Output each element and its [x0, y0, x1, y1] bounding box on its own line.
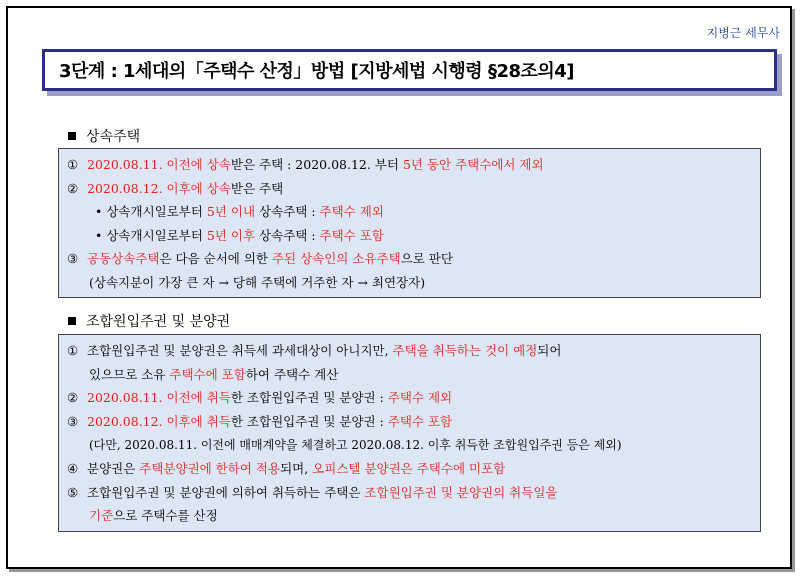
- item-text: 조합원입주권 및 분양권에 의하여 취득하는 주택은: [87, 484, 365, 500]
- list-item: [67, 247, 752, 271]
- inherited-house-box: [58, 148, 761, 298]
- item-number: ③: [67, 251, 79, 267]
- item-text: 은 다음 순서에 의한: [159, 251, 272, 267]
- list-item: [67, 433, 752, 457]
- item-text: 하여 주택수 계산: [245, 366, 339, 382]
- item-highlight: 2020.08.11. 이전에 상속: [87, 157, 231, 172]
- item-text: 한 조합원입주권 및 분양권 :: [230, 390, 388, 406]
- item-text: 으로 주택수를 산정: [113, 508, 218, 524]
- item-highlight: 5년 이후: [206, 227, 256, 243]
- square-bullet-icon: [68, 132, 76, 140]
- list-item: [67, 504, 752, 528]
- item-highlight: 오피스텔 분양권은 주택수에 미포함: [312, 460, 506, 476]
- item-highlight: 주택을 취득하는 것이 예정: [392, 343, 538, 358]
- item-highlight: 2020.08.12. 이후에 취득: [87, 413, 231, 429]
- list-item: [67, 410, 752, 434]
- item-number: ②: [67, 180, 79, 196]
- title-box: [42, 49, 777, 91]
- section-heading-text: 상속주택: [86, 129, 141, 145]
- list-item: [67, 153, 752, 177]
- list-item: [67, 386, 752, 410]
- item-highlight: 기준: [89, 508, 114, 524]
- item-highlight: 주택수 포함: [319, 227, 384, 243]
- membership-rights-box: [58, 334, 761, 532]
- item-highlight: 주택수 제외: [387, 390, 453, 406]
- item-text: 되며,: [280, 460, 313, 476]
- item-highlight: 5년 이내: [206, 204, 256, 220]
- item-highlight: 5년 동안 주택수에서 제외: [402, 157, 544, 172]
- item-text: 있으므로 소유: [89, 366, 170, 382]
- item-highlight: 주택분양권에 한하여 적용: [139, 460, 281, 476]
- item-text: 조합원입주권 및 분양권은 취득세 과세대상이 아니지만,: [87, 343, 393, 358]
- list-item: [67, 224, 752, 248]
- item-highlight: 공동상속주택: [87, 251, 160, 267]
- section-heading-membership-rights: [68, 311, 230, 331]
- item-text: 상속주택 :: [255, 227, 320, 243]
- item-number: ③: [67, 413, 79, 429]
- section-heading-inherited-house: [68, 126, 140, 146]
- list-item: [67, 481, 752, 505]
- item-number: ①: [67, 157, 79, 172]
- item-number: ④: [67, 460, 79, 476]
- item-highlight: 주택수 제외: [319, 204, 384, 220]
- page-title: 3단계 : 1세대의「주택수 산정」방법 [지방세법 시행령 §28조의4]: [59, 61, 575, 82]
- item-text: (상속지분이 가장 큰 자 → 당해 주택에 거주한 자 → 최연장자): [89, 274, 426, 290]
- item-highlight: 조합원입주권 및 분양권의 취득일을: [364, 484, 558, 500]
- author-label: 지병근 세무사: [706, 26, 780, 40]
- item-text: • 상속개시일로부터: [95, 204, 207, 220]
- list-item: [67, 457, 752, 481]
- item-text: 으로 판단: [400, 251, 453, 267]
- section-heading-text: 조합원입주권 및 분양권: [86, 314, 231, 330]
- square-bullet-icon: [68, 317, 76, 325]
- item-text: 받은 주택: [230, 180, 284, 196]
- item-text: 상속주택 :: [255, 204, 320, 220]
- list-item: [67, 177, 752, 201]
- list-item: [67, 363, 752, 387]
- item-text: • 상속개시일로부터: [95, 227, 207, 243]
- item-highlight: 주된 상속인의 소유주택: [271, 251, 401, 267]
- item-highlight: 주택수에 포함: [169, 366, 246, 382]
- item-text: (다만, 2020.08.11. 이전에 매매계약을 체결하고 2020.08.12. 이후 취득한 조합원입주권 등은 제외): [89, 438, 622, 453]
- list-item: [67, 200, 752, 224]
- item-text: 분양권은: [87, 460, 140, 476]
- list-item: [67, 339, 752, 363]
- item-number: ②: [67, 390, 79, 406]
- item-text: 한 조합원입주권 및 분양권 :: [230, 413, 388, 429]
- list-item: [67, 271, 752, 295]
- item-highlight: 주택수 포함: [387, 413, 453, 429]
- item-highlight: 2020.08.11. 이전에 취득: [87, 390, 231, 406]
- slide-frame: [6, 6, 792, 569]
- item-text: 받은 주택 : 2020.08.12. 부터: [230, 157, 403, 172]
- item-number: ①: [67, 343, 79, 358]
- item-number: ⑤: [67, 484, 79, 500]
- item-highlight: 2020.08.12. 이후에 상속: [87, 180, 231, 196]
- item-text: 되어: [537, 343, 562, 358]
